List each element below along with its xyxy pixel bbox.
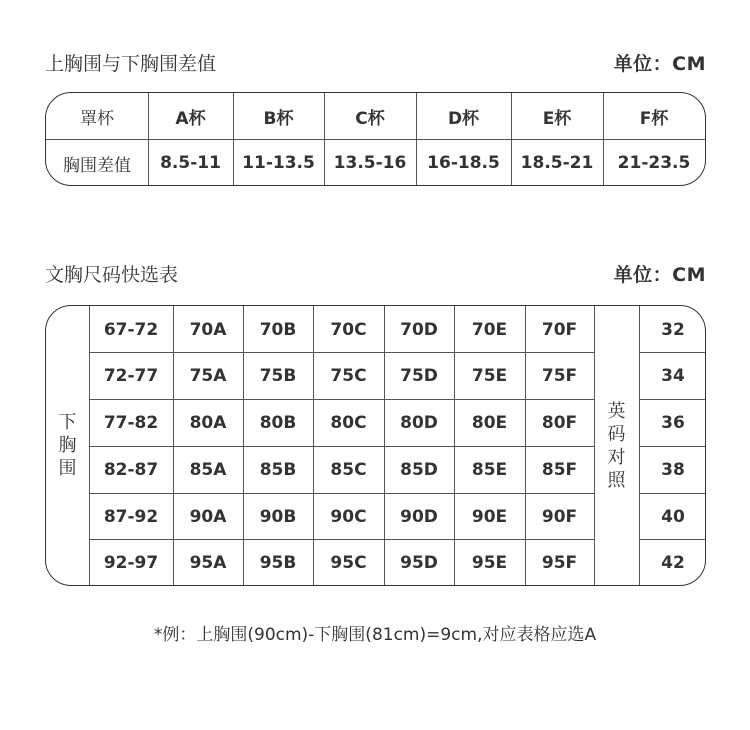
cup-diff-unit: 单位：CM	[613, 53, 706, 75]
diff-value: 8.5-11	[160, 153, 221, 173]
underbust-range: 72-77	[103, 366, 159, 386]
size-cell: 95D	[400, 552, 438, 573]
size-cell: 85B	[259, 460, 297, 480]
underbust-range: 67-72	[103, 319, 159, 340]
size-cell: 70A	[189, 319, 227, 340]
underbust-range: 92-97	[103, 552, 159, 573]
size-cell: 80F	[541, 413, 578, 433]
size-cell: 70E	[471, 319, 508, 340]
size-cell: 85E	[471, 460, 508, 480]
size-cell: 85A	[189, 460, 227, 480]
size-cell: 75E	[471, 366, 508, 386]
size-cell: 70F	[541, 319, 578, 340]
size-cell: 95E	[471, 552, 508, 573]
cup-label: B杯	[263, 108, 294, 129]
cup-label: C杯	[355, 108, 385, 129]
size-cell: 75D	[400, 366, 438, 386]
size-cell: 80C	[330, 413, 367, 433]
size-cell: 75B	[259, 366, 297, 386]
cup-label: D杯	[447, 108, 480, 129]
size-cell: 95C	[330, 552, 367, 573]
diff-value: 13.5-16	[333, 153, 407, 173]
uk-size-cell: 40	[661, 506, 685, 527]
underbust-range: 87-92	[103, 506, 159, 527]
diff-value: 21-23.5	[617, 153, 691, 173]
size-cell: 90B	[259, 506, 297, 527]
uk-size-cell: 32	[661, 319, 685, 340]
underbust-label: 下 胸 围	[58, 412, 77, 479]
size-quick-select-table	[45, 305, 706, 586]
cup-label: F杯	[639, 108, 669, 129]
size-cell: 95A	[189, 552, 227, 573]
size-cell: 70D	[400, 319, 438, 340]
cup-diff-title: 上胸围与下胸围差值	[45, 53, 217, 75]
size-cell: 80E	[471, 413, 508, 433]
size-cell: 80B	[259, 413, 297, 433]
size-cell: 75C	[330, 366, 367, 386]
uk-size-cell: 38	[661, 460, 685, 480]
size-cell: 90E	[471, 506, 508, 527]
diff-value: 11-13.5	[242, 153, 315, 173]
diff-value: 18.5-21	[520, 153, 594, 173]
size-cell: 70B	[259, 319, 297, 340]
size-cell: 85F	[541, 460, 578, 480]
cup-label: E杯	[542, 108, 572, 129]
size-cell: 85C	[330, 460, 367, 480]
size-chart-title: 文胸尺码快选表	[45, 264, 179, 286]
size-cell: 75F	[541, 366, 578, 386]
uk-size-cell: 42	[661, 552, 685, 573]
size-cell: 80D	[400, 413, 438, 433]
uk-size-label: 英 码 对 照	[607, 400, 626, 491]
size-cell: 70C	[330, 319, 367, 340]
size-cell: 85D	[400, 460, 438, 480]
size-cell: 90F	[541, 506, 578, 527]
size-cell: 95B	[259, 552, 297, 573]
cup-label: A杯	[175, 108, 206, 129]
diff-value: 16-18.5	[427, 153, 500, 173]
underbust-range: 77-82	[103, 413, 159, 433]
diff-header: 胸围差值	[63, 155, 131, 176]
size-cell: 90A	[189, 506, 227, 527]
size-chart-unit: 单位：CM	[613, 264, 706, 286]
cup-header: 罩杯	[80, 108, 114, 129]
size-cell: 80A	[189, 413, 227, 433]
size-cell: 90D	[400, 506, 438, 527]
size-cell: 90C	[330, 506, 367, 527]
underbust-range: 82-87	[103, 460, 159, 480]
size-cell: 75A	[189, 366, 227, 386]
uk-size-cell: 34	[661, 366, 685, 386]
uk-size-cell: 36	[661, 413, 685, 433]
cup-difference-table	[45, 92, 706, 186]
size-cell: 95F	[541, 552, 578, 573]
example-note: *例：上胸围(90cm)-下胸围(81cm)=9cm,对应表格应选A	[153, 625, 597, 645]
